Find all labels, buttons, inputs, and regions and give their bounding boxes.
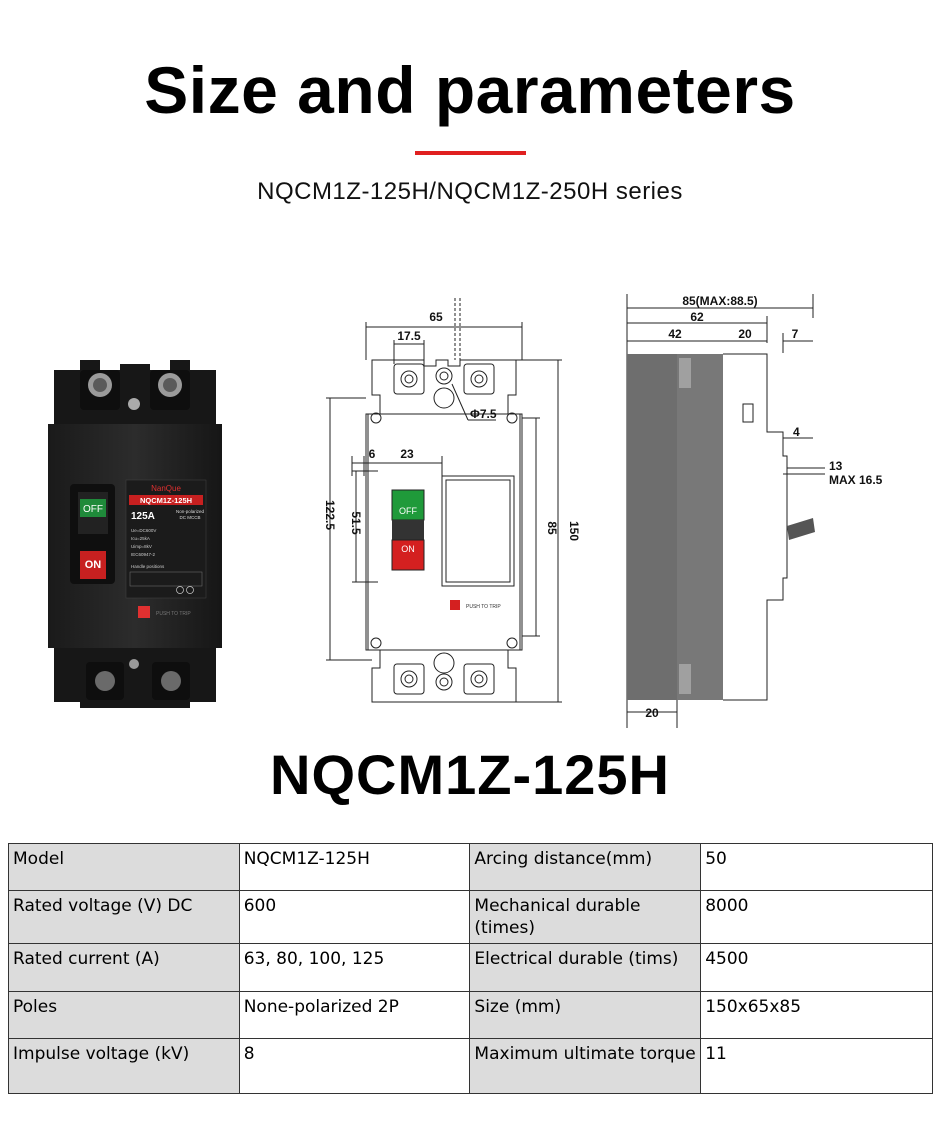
dim-gap: 4 xyxy=(793,425,800,439)
spec-key: Maximum ultimate torque xyxy=(470,1039,701,1094)
photo-brand: NanQue xyxy=(151,484,181,493)
table-row xyxy=(9,844,933,891)
side-dimension-drawing xyxy=(615,288,905,733)
spec-value: None-polarized 2P xyxy=(239,992,470,1039)
spec-key: Impulse voltage (kV) xyxy=(9,1039,240,1094)
photo-type-line1: Non-polarized xyxy=(175,509,205,514)
dim-handle-height-51-5: 51.5 xyxy=(349,511,363,535)
dim-handle-max: MAX 16.5 xyxy=(829,473,883,487)
dim-handle-width-23: 23 xyxy=(400,447,414,461)
photo-handle-positions: Handle positions xyxy=(131,564,165,569)
spec-value: 600 xyxy=(239,891,470,944)
spec-value: 63, 80, 100, 125 xyxy=(239,944,470,992)
product-photo xyxy=(40,352,230,710)
front-dimension-drawing xyxy=(300,290,590,710)
dim-width-65: 65 xyxy=(429,310,443,324)
spec-key: Model xyxy=(9,844,240,891)
model-heading: NQCM1Z-125H xyxy=(270,743,670,806)
spec-value: 8000 xyxy=(701,891,933,944)
spec-value: 150x65x85 xyxy=(701,992,933,1039)
photo-model-label: NQCM1Z-125H xyxy=(139,496,193,505)
dim-inner-85: 85 xyxy=(545,521,559,535)
dim-body-depth: 62 xyxy=(690,310,704,324)
spec-key: Size (mm) xyxy=(470,992,701,1039)
photo-off-label: OFF xyxy=(83,504,103,515)
title-accent-line xyxy=(415,151,526,155)
spec-value: 11 xyxy=(701,1039,933,1094)
spec-key: Mechanical durable (times) xyxy=(470,891,701,944)
dim-cap: 7 xyxy=(791,327,799,341)
spec-value: 8 xyxy=(239,1039,470,1094)
dim-base-depth: 42 xyxy=(668,327,682,341)
spec-key: Electrical durable (tims) xyxy=(470,944,701,992)
photo-spec-line: IEC60947-2 xyxy=(131,552,156,557)
table-row xyxy=(9,944,933,992)
spec-value: 50 xyxy=(701,844,933,891)
table-row xyxy=(9,992,933,1039)
spec-table xyxy=(8,843,933,1094)
dim-offset-6: 6 xyxy=(368,447,376,461)
spec-key: Poles xyxy=(9,992,240,1039)
dim-overall-150: 150 xyxy=(567,520,581,542)
dim-step: 20 xyxy=(738,327,752,341)
spec-value: NQCM1Z-125H xyxy=(239,844,470,891)
page-title: Size and parameters xyxy=(144,53,796,127)
front-on-label: ON xyxy=(401,544,415,554)
photo-current: 125A xyxy=(131,511,155,522)
spec-value: 4500 xyxy=(701,944,933,992)
photo-spec-line: Icu=25kA xyxy=(131,536,150,541)
photo-push-to-trip: PUSH TO TRIP xyxy=(156,611,191,617)
photo-type-line2: DC MCCB xyxy=(179,515,201,520)
dim-terminal-17-5: 17.5 xyxy=(397,329,421,343)
table-row xyxy=(9,891,933,944)
series-subtitle: NQCM1Z-125H/NQCM1Z-250H series xyxy=(257,178,683,205)
dim-hole-7-5: Φ7.5 xyxy=(470,407,497,421)
front-off-label: OFF xyxy=(399,506,417,516)
dim-bottom: 20 xyxy=(645,706,659,720)
front-push-to-trip: PUSH TO TRIP xyxy=(466,604,501,610)
dim-overall-depth: 85(MAX:88.5) xyxy=(682,294,758,308)
spec-key: Rated voltage (V) DC xyxy=(9,891,240,944)
table-row xyxy=(9,1039,933,1094)
spec-key: Rated current (A) xyxy=(9,944,240,992)
photo-on-label: ON xyxy=(84,559,102,571)
dim-height-122-5: 122.5 xyxy=(323,499,337,531)
photo-spec-line: Ue=DC600V xyxy=(131,528,157,533)
spec-key: Arcing distance(mm) xyxy=(470,844,701,891)
photo-spec-line: Uimp=8kV xyxy=(131,544,152,549)
dim-handle: 13 xyxy=(829,459,843,473)
